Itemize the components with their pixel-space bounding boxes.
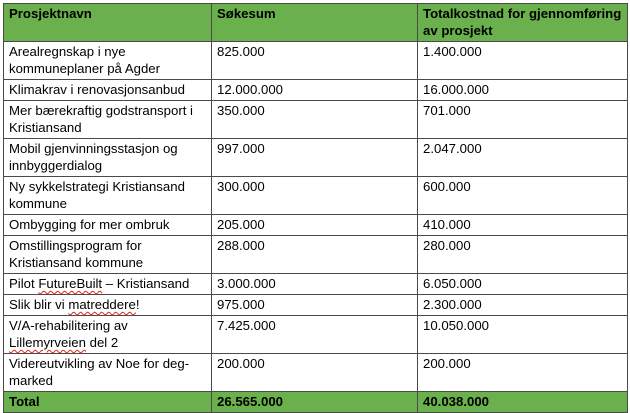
project-name-cell: Omstillingsprogram for Kristiansand kommune [4, 236, 212, 274]
name-text: Slik blir vi [9, 297, 69, 312]
total-cost-cell: 1.400.000 [418, 42, 628, 80]
table-row [4, 215, 628, 236]
total-row [4, 392, 628, 413]
applied-sum-cell: 7.425.000 [212, 316, 418, 354]
applied-sum-cell: 300.000 [212, 177, 418, 215]
project-name-cell [4, 316, 212, 354]
name-text: del 2 [85, 335, 119, 350]
total-label: Total [4, 392, 212, 413]
total-applied-sum: 26.565.000 [212, 392, 418, 413]
header-row [4, 4, 628, 42]
table-row [4, 80, 628, 101]
project-name-cell: Klimakrav i renovasjonsanbud [4, 80, 212, 101]
project-table [3, 3, 628, 413]
total-cost-cell: 280.000 [418, 236, 628, 274]
project-name-cell [4, 295, 212, 316]
total-cost-cell: 701.000 [418, 101, 628, 139]
applied-sum-cell: 975.000 [212, 295, 418, 316]
project-name-cell: Ombygging for mer ombruk [4, 215, 212, 236]
table-row [4, 139, 628, 177]
applied-sum-cell: 205.000 [212, 215, 418, 236]
spellcheck-underlined-word: matreddere [68, 297, 136, 312]
project-name-cell: Arealregnskap i nye kommuneplaner på Agder [4, 42, 212, 80]
table-row [4, 295, 628, 316]
applied-sum-cell: 997.000 [212, 139, 418, 177]
table-row [4, 316, 628, 354]
project-name-cell: Mer bærekraftig godstransport i Kristiansand [4, 101, 212, 139]
name-text: – Kristiansand [102, 276, 190, 291]
header-project-name: Prosjektnavn [4, 4, 212, 42]
spellcheck-underlined-word: FutureBuilt [38, 276, 103, 291]
total-cost-cell: 410.000 [418, 215, 628, 236]
total-cost-cell: 16.000.000 [418, 80, 628, 101]
total-cost-cell: 10.050.000 [418, 316, 628, 354]
spellcheck-underlined-word: Lillemyrveien [9, 335, 86, 350]
project-name-cell: Videreutvikling av Noe for deg-marked [4, 354, 212, 392]
table-row [4, 354, 628, 392]
applied-sum-cell: 825.000 [212, 42, 418, 80]
name-text: Pilot [9, 276, 39, 291]
total-cost-cell: 2.300.000 [418, 295, 628, 316]
total-cost-cell: 6.050.000 [418, 274, 628, 295]
table-row [4, 236, 628, 274]
table-row [4, 274, 628, 295]
table-row [4, 42, 628, 80]
table-row [4, 101, 628, 139]
name-text: ! [135, 297, 140, 312]
applied-sum-cell: 3.000.000 [212, 274, 418, 295]
applied-sum-cell: 350.000 [212, 101, 418, 139]
name-text: V/A-rehabilitering av [9, 318, 128, 333]
header-total-cost: Totalkostnad for gjennomføring av prosjekt [418, 4, 628, 42]
project-name-cell [4, 274, 212, 295]
total-cost-cell: 200.000 [418, 354, 628, 392]
total-cost-sum: 40.038.000 [418, 392, 628, 413]
total-cost-cell: 600.000 [418, 177, 628, 215]
applied-sum-cell: 288.000 [212, 236, 418, 274]
project-name-cell: Mobil gjenvinningsstasjon og innbyggerdialog [4, 139, 212, 177]
applied-sum-cell: 12.000.000 [212, 80, 418, 101]
header-applied-sum: Søkesum [212, 4, 418, 42]
table-row [4, 177, 628, 215]
total-cost-cell: 2.047.000 [418, 139, 628, 177]
applied-sum-cell: 200.000 [212, 354, 418, 392]
project-name-cell: Ny sykkelstrategi Kristiansand kommune [4, 177, 212, 215]
